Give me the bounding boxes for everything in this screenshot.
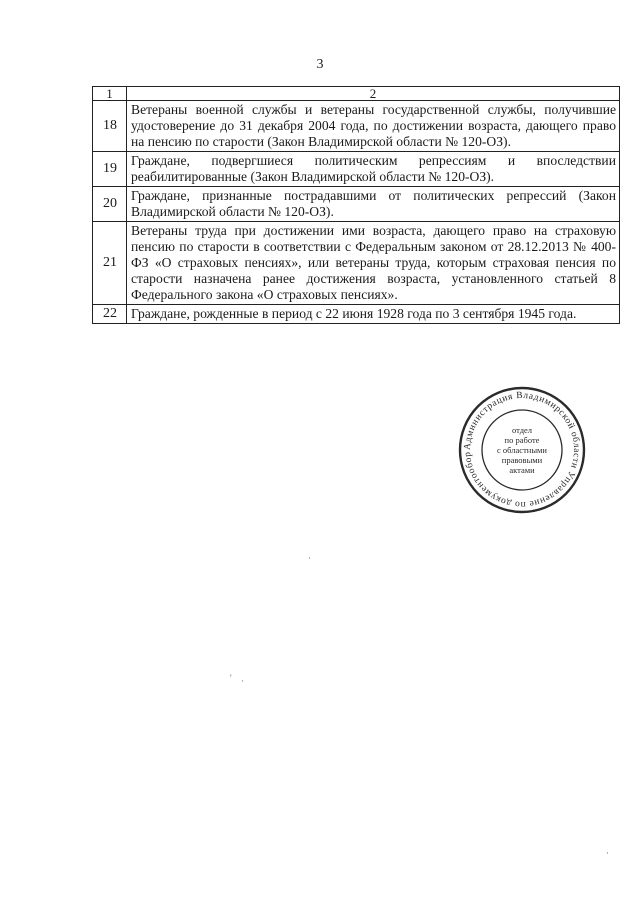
row-text: Граждане, рожденные в период с 22 июня 1928 года по 3 сентября 1945 года. bbox=[127, 305, 620, 324]
table-row bbox=[93, 152, 620, 187]
beneficiaries-table bbox=[92, 86, 620, 324]
header-col-1: 1 bbox=[93, 87, 127, 101]
row-number: 21 bbox=[93, 222, 127, 305]
table-row bbox=[93, 101, 620, 152]
row-number: 19 bbox=[93, 152, 127, 187]
row-number: 20 bbox=[93, 187, 127, 222]
seal-center-line: по работе bbox=[504, 435, 540, 445]
row-number: 22 bbox=[93, 305, 127, 324]
scan-speck: · bbox=[606, 848, 609, 858]
page-number: 3 bbox=[316, 57, 324, 72]
row-text: Ветераны военной службы и ветераны государственной службы, получившие удостоверение до 31 декабря 2004 года, по достижении возраста, дающего право на пенсию по старости (Закон Владимирской области № 120-ОЗ). bbox=[127, 101, 620, 152]
scan-speck: · bbox=[308, 553, 311, 563]
table-row bbox=[93, 222, 620, 305]
official-seal-stamp bbox=[456, 384, 588, 516]
seal-center-line: с областными bbox=[497, 445, 547, 455]
seal-center-line: правовыми bbox=[501, 455, 543, 465]
row-text: Граждане, подвергшиеся политическим репрессиям и впоследствии реабилитированные (Закон Владимирской области № 120-ОЗ). bbox=[127, 152, 620, 187]
seal-graphic bbox=[456, 384, 588, 516]
header-col-2: 2 bbox=[127, 87, 620, 101]
row-text: Граждане, признанные пострадавшими от политических репрессий (Закон Владимирской области № 120-ОЗ). bbox=[127, 187, 620, 222]
row-text: Ветераны труда при достижении ими возраста, дающего право на страховую пенсию по старости в соответствии с Федеральным законом от 28.12.2013 № 400-ФЗ «О страховых пенсиях», или ветераны труда, которым страховая пенсия по старости назначена ранее достижения возраста, установленного статьей 8 Федерального закона «О страховых пенсиях». bbox=[127, 222, 620, 305]
scan-speck: · bbox=[241, 676, 244, 686]
scan-speck: ' bbox=[230, 673, 232, 683]
svg-text:Администрация Владимирской обл: Администрация Владимирской области Управление по документообор bbox=[462, 390, 582, 510]
table-header-row bbox=[93, 87, 620, 101]
row-number: 18 bbox=[93, 101, 127, 152]
table-row bbox=[93, 187, 620, 222]
table-row bbox=[93, 305, 620, 324]
seal-center-line: отдел bbox=[511, 425, 533, 435]
seal-center-line: актами bbox=[509, 465, 535, 475]
